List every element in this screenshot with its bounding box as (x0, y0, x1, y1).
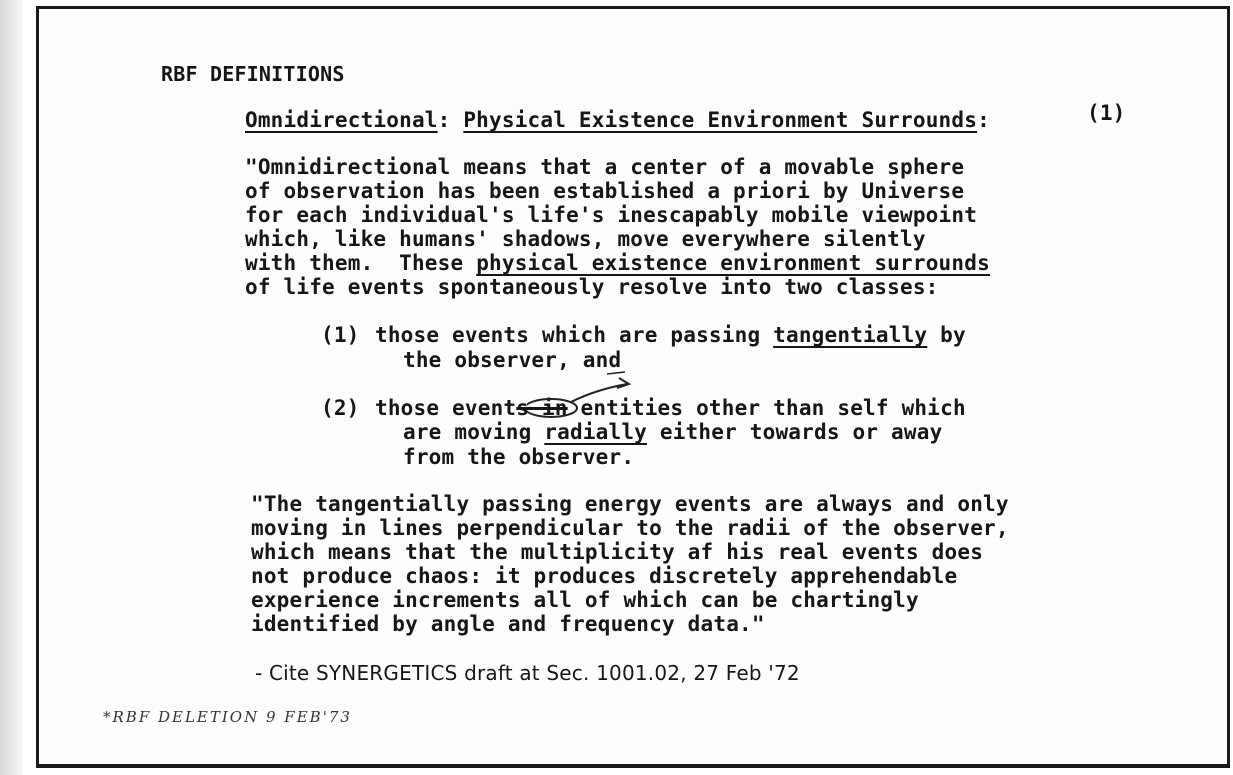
item2-line (375, 396, 966, 420)
underlined-word: radially (544, 420, 648, 444)
term-line (245, 108, 990, 132)
citation: - Cite SYNERGETICS draft at Sec. 1001.02, 27 Feb '72 (255, 661, 800, 685)
quote2-line: experience increments all of which can be chartingly (251, 588, 919, 612)
scan-edge (0, 0, 22, 775)
item2-text-end: entities other than self which (567, 396, 966, 420)
reference-number: (1) (1087, 101, 1126, 125)
underlined-phrase: physical existence environment surrounds (476, 251, 990, 275)
item1-continuation: the observer, and (403, 348, 622, 372)
quote2-line: identified by angle and frequency data." (251, 612, 765, 636)
index-card (36, 6, 1230, 768)
item1-number: (1) (321, 323, 360, 347)
quote1-line: for each individual's life's inescapably mobile viewpoint (245, 203, 978, 227)
item2-cont-text: are moving (403, 420, 545, 444)
card-heading: RBF DEFINITIONS (161, 62, 345, 86)
quote2-line: moving in lines perpendicular to the radii of the observer, (251, 516, 1009, 540)
quote1-line5-text: with them. These (245, 251, 477, 275)
item2-number: (2) (321, 396, 360, 420)
subterm-colon: : (977, 108, 990, 132)
quote1-line: of life events spontaneously resolve into two classes: (245, 275, 939, 299)
quote2-line: which means that the multiplicity af his real events does (251, 540, 984, 564)
item2-continuation: from the observer. (403, 445, 635, 469)
item1-text-end: by (927, 323, 966, 347)
handwritten-note: *RBF DELETION 9 FEB'73 (103, 708, 352, 726)
subterm: Physical Existence Environment Surrounds (463, 108, 978, 132)
quote2-line: not produce chaos: it produces discretely apprehendable (251, 564, 958, 588)
edit-mark (527, 364, 647, 424)
quote1-line: which, like humans' shadows, move everywhere silently (245, 227, 926, 251)
item1-text: those events which are passing (375, 323, 774, 347)
item2-cont-text-end: either towards or away (647, 420, 943, 444)
quote1-line: "Omnidirectional means that a center of a movable sphere (245, 155, 965, 179)
item2-continuation (403, 420, 942, 444)
term: Omnidirectional (245, 108, 438, 132)
quote1-line: of observation has been established a priori by Universe (245, 179, 965, 203)
quote1-line (245, 251, 990, 275)
item2-text: those event (375, 396, 517, 420)
item1-line (375, 323, 966, 347)
struck-text: s in (516, 396, 568, 420)
quote2-line: "The tangentially passing energy events are always and only (251, 492, 1009, 516)
underlined-word: tangentially (773, 323, 928, 347)
term-colon: : (437, 108, 451, 132)
